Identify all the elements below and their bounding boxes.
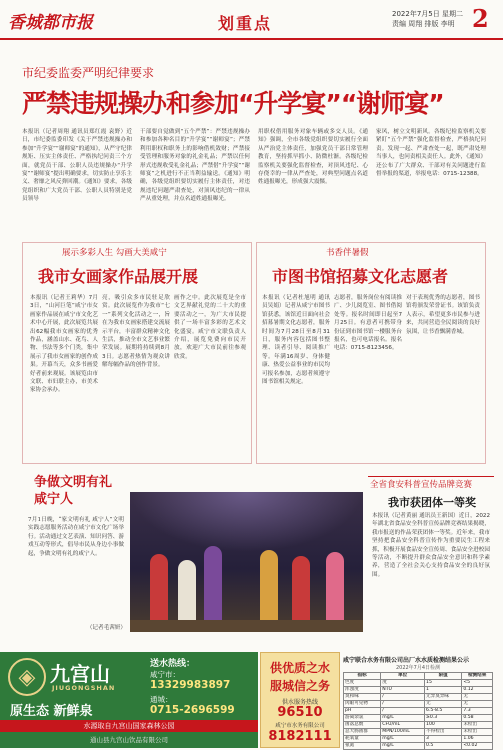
table-cell: 1 [425,687,462,694]
stage-floor [130,620,363,632]
art-right-column-2: 志愿者，服务岗位有阅读推广、少儿阅览室、图书借阅处等。报名时间即日起至7月25日。有意者可携带身份证到市图书馆一楼服务台报名，也可电话报名。报名电话：0715-8123456。 [334,295,402,352]
ad2-phone: 8182111 [268,729,332,744]
art-left-column-3: 画作之中。此次展览是全市文艺界献礼党的二十大的重要活动之一，为广大市民提供了一场丰富多彩的艺术文化盛宴。咸宁市文联负责人介绍，展览免费向市民开放，欢迎广大市民前往参观欣赏。 [174,295,246,360]
main-column-3: 用职权借用服务对象车辆或多交人员。《通知》强调，全市各级党组织要切实履行全面从严治党主体责任，加强党员干部日常管理教育，坚持抓早抓小、防微杜渐。各级纪检监察机关要强化监督检查，对顶风违纪、心存侥幸的一律从严查处，对典型问题点名道姓通报曝光，形成强大震慑。 [258,129,368,186]
art-right-column-1: 本报讯（记者杜旭明 通讯员吴娟）记者从咸宁市图书馆获悉，该馆近日面向社会招募暑期文化志愿者，服务时间为7月28日至8月31日，服务内容包括图书整理、读者引导、阅读推广等。年满16周岁、身体健康、热爱公益事业的市民均可报名参加，志愿者须遵守图书馆相关规定。 [262,295,330,386]
main-column-2: 干部要自觉做到“五个严禁”：严禁违规操办和参加各种名目的“升学宴”“谢师宴”；严禁利用职权和职务上的影响借机敛财；严禁接受管理和服务对象的礼金礼品；严禁以任何形式违规收受礼金礼品；严禁借“升学宴”“谢师宴”之机进行不正当利益输送。《通知》明确，各级党组织要切实履行主体责任，对违规违纪问题严肃查处，对顶风违纪的一律从严从重处理，并点名道姓通报曝光。 [140,129,250,203]
table-cell: 0.58 [462,715,493,722]
table-cell: 0.5 [425,743,462,750]
table-cell: mg/L [381,743,425,750]
table-row [344,708,493,715]
water-quality-notice [343,655,503,748]
table-cell: 臭和味 [344,694,381,701]
art-right-headline: 市图书馆招募文化志愿者 [272,267,449,286]
table-row [344,694,493,701]
quality-header-cell: 单位 [381,673,425,680]
table-cell: pH [344,708,381,715]
water-ad [0,652,258,748]
ad-brand-name: 九宫山 [50,662,110,686]
table-row [344,680,493,687]
side-story-headline: 争做文明有礼咸宁人 [34,475,113,507]
ad-hotline-label: 送水热线： [150,659,196,669]
ad-tagline: 水源取自九宫山国家森林公园 [0,720,258,732]
performer-figure [260,550,278,624]
page-number: 2 [472,4,489,33]
table-cell: <0.02 [462,743,493,750]
table-cell: 100 [425,722,462,729]
date-text: 2022年7月5日 星期二 [392,10,463,18]
table-cell: 未检出 [462,729,493,736]
divider [368,476,494,477]
main-headline: 严禁违规操办和参加“升学宴”“谢师宴” [22,89,444,118]
editor-text: 责编 周翔 排版 李明 [392,20,455,28]
ad-brand-en: JIUGONGSHAN [52,684,116,692]
right-story-headline: 我市获团体一等奖 [388,496,476,509]
art-right-kicker: 书香伴暑假 [326,248,369,258]
quality-title: 咸宁联合水务有限公司出厂水水质检测结果公示 [343,657,470,664]
performance-photo [130,492,363,632]
newspaper-brand: 香城都市报 [8,13,93,33]
table-cell: 度 [381,680,425,687]
ad-phone-2: 0715-2696599 [150,704,235,716]
table-row [344,736,493,743]
table-cell: mg/L [381,736,425,743]
table-cell: mg/L [381,715,425,722]
quality-header-cell: 指标 [344,673,381,680]
table-cell: 菌落总数 [344,722,381,729]
table-row [344,701,493,708]
table-cell: / [381,694,425,701]
table-cell: 浑浊度 [344,687,381,694]
table-cell: 总大肠菌群 [344,729,381,736]
performer-figure [204,546,222,624]
side-story-byline: （记者毛茜妍） [86,625,126,631]
quality-header-cell: 检测结果 [462,673,493,680]
main-kicker: 市纪委监委严明纪律要求 [22,66,155,80]
table-cell: 肉眼可见物 [344,701,381,708]
table-cell: <5 [462,680,493,687]
section-title: 划重点 [218,14,273,33]
quality-header-cell: 限值 [425,673,462,680]
performer-figure [150,554,168,624]
art-right-column-3: 对于表现优秀的志愿者，图书馆将颁发荣誉证书。该馆负责人表示，希望更多市民参与进来，共同营造全民阅读的良好氛围，让书香飘满香城。 [406,295,480,335]
stage-light [130,492,363,552]
ad-footer: 通山县九宫山饮品有限公司 [90,736,168,744]
art-left-kicker: 展示多彩人生 勾画大美咸宁 [62,248,167,258]
art-left-column-1: 本报讯（记者王莉华）7月3日，“山河巨笔”咸宁市女画家作品展在咸宁市文化艺术中心开展，此次展览共展出62幅我市女画家的优秀作品，涵盖山水、花鸟、人物、书法等多个门类，集中展示了我市女画家的创作成果。开幕当天，众多书画爱好者前来观展。该展览由市文联、市妇联主办，市美术家协会承办。 [30,295,98,394]
table-row [344,687,493,694]
quality-subtitle: 2022年7月4日检测 [395,665,441,671]
table-row [344,729,493,736]
table-cell: 无 [462,694,493,701]
table-cell: CFU/mL [381,722,425,729]
dateline [392,9,463,29]
table-cell: MPN/100mL [381,729,425,736]
masthead [0,0,503,40]
main-column-1: 本报讯（记者周翔 通讯员郑红霞 袁野）近日，市纪委监委印发《关于严禁违规操办和参加“升学宴”“谢师宴”的通知》，从严守纪律规矩、压实主体责任、严格执纪问责三个方面，就党员干部、公职人员违规操办“升学宴”“谢师宴”提出明确要求，切实防止享乐主义、奢靡之风反弹回潮。《通知》要求，各级党组织和广大党员干部、公职人员特别是党员领导 [22,129,132,203]
main-column-4: 家风，树立文明新风。各级纪检监察机关要紧盯“五个严禁”强化监督检查，严格执纪问责。发现一起、严肃查处一起，既严肃处理当事人，也问责相关责任人。此外，《通知》还公布了广大群众、干部对有关问题进行监督举报的渠道，举报电话：0715-12388。 [376,129,486,178]
ad-slogan: 原生态 新鲜泉 [10,704,93,719]
performer-figure [326,552,344,624]
table-row [344,743,493,750]
table-cell: 15 [425,680,462,687]
art-left-headline: 我市女画家作品展开展 [38,267,199,286]
table-cell: / [381,708,425,715]
table-cell: 0.12 [462,687,493,694]
right-story-body: 本报讯（记者黄丽 通讯员王新国）近日，2022年湖北省食品安全科普宣传品牌竞赛结果揭晓，我市报送的作品荣获团体一等奖。近年来，我市坚持把食品安全科普宣传作为重要民生工程来抓，积极开展食品安全宣传周、食品安全进校园等活动，不断提升群众食品安全意识和科学素养，营造了全社会关心支持食品安全的良好氛围。 [372,513,490,578]
table-row [344,715,493,722]
right-story-kicker: 全省食安科普宣传品牌竞赛 [370,480,473,490]
brand-logo-icon: ◈ [8,658,46,696]
ad-phone-1: 13329983897 [150,679,231,691]
ad2-line2: 服城信之务 [269,679,330,693]
ad-line1-label: 咸宁市： [150,670,180,679]
performer-figure [292,556,310,624]
table-cell: NTU [381,687,425,694]
ad2-hotline-label: 供水服务热线 [281,699,318,706]
ad2-company: 咸宁市水务有限公司 [275,723,325,729]
table-cell: 色度 [344,680,381,687]
side-story-body: 7月1日晚，“家文明有礼 咸宁人”文明实践志愿服务活动在咸宁市文化广场举行。活动通过文艺表演、知识问答、游戏互动等形式，倡导市民从身边小事做起，争做文明有礼的咸宁人。 [28,517,124,557]
table-cell: 无 [425,701,462,708]
ad2-hotline: 96510 [277,705,323,720]
quality-table [343,672,493,750]
table-cell: 未检出 [462,722,493,729]
table-cell: 1.06 [462,736,493,743]
table-cell: 无 [462,701,493,708]
table-cell: 不得检出 [425,729,462,736]
water-service-ad [260,652,340,748]
table-cell: ≥0.3 [425,715,462,722]
art-left-column-2: 亮，吸引众多市民驻足欣赏。此次展览作为我市“七一”系列文化活动之一，旨在为我市女画家搭建交流展示平台，丰富群众精神文化生活，推动全市文艺事业繁荣发展。展期将持续到8月3日。志愿者热情为观众讲解每幅作品的创作背景。 [102,295,170,369]
table-row [344,722,493,729]
table-cell: 游离余氯 [344,715,381,722]
table-cell: 3 [425,736,462,743]
table-cell: / [381,701,425,708]
table-cell: 6.5-8.5 [425,708,462,715]
table-cell: 氨氮 [344,743,381,750]
table-cell: 无异臭异味 [425,694,462,701]
table-cell: 耗氧量 [344,736,381,743]
table-cell: 7.3 [462,708,493,715]
quality-header-row [344,673,493,680]
ad2-line1: 供优质之水 [269,661,330,675]
performer-figure [178,560,196,624]
ad-line2-label: 通城： [150,695,173,704]
